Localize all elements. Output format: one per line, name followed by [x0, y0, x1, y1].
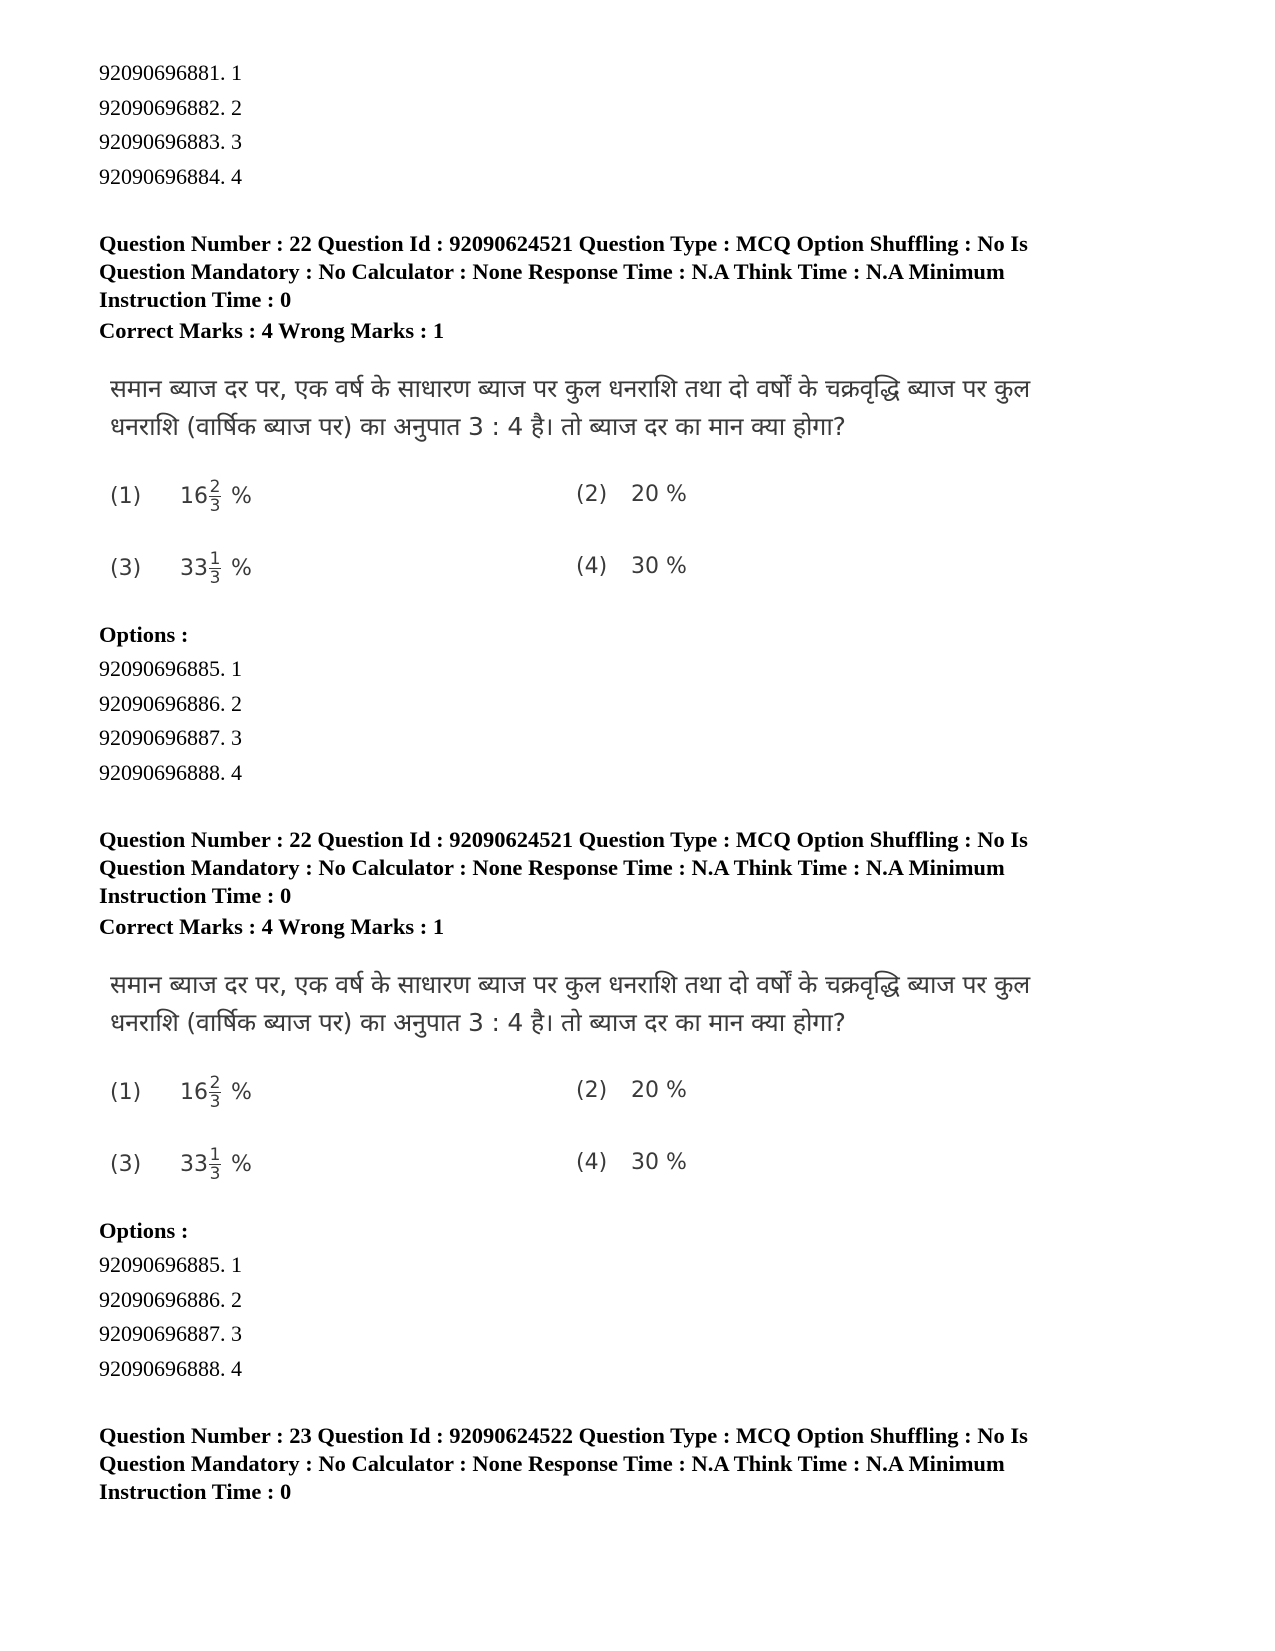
choice-1	[110, 1074, 252, 1111]
mixed-fraction	[180, 550, 252, 587]
choice-number: (1)	[110, 1080, 142, 1105]
question-text	[110, 966, 1130, 1042]
question-header-line: Question Mandatory : No Calculator : None Response Time : N.A Think Time : N.A Minimum	[99, 1451, 1005, 1476]
question-header-line: Instruction Time : 0	[99, 1479, 292, 1504]
options-list	[99, 652, 242, 790]
fraction-stack	[209, 1074, 221, 1111]
question-header-line: Instruction Time : 0	[99, 883, 292, 908]
option-item: 92090696882. 2	[99, 94, 242, 120]
choice-number: (2)	[576, 482, 608, 507]
option-item: 92090696886. 2	[99, 1286, 242, 1312]
mixed-fraction	[180, 1146, 252, 1183]
fraction-numerator: 2	[209, 1073, 221, 1093]
choice-2	[576, 482, 687, 507]
mixed-fraction	[180, 478, 252, 515]
percent-sign: %	[231, 556, 252, 581]
option-item: 92090696887. 3	[99, 1321, 242, 1346]
fraction-numerator: 1	[209, 549, 221, 569]
percent-sign: %	[231, 1152, 252, 1177]
choice-3	[110, 1146, 252, 1183]
question-image	[110, 370, 1130, 620]
fraction-stack	[209, 1146, 221, 1183]
question-text-line: धनराशि (वार्षिक ब्याज पर) का अनुपात 3 : 4 है। तो ब्याज दर का मान क्या होगा?	[110, 1008, 846, 1037]
option-item: 92090696885. 1	[99, 656, 242, 681]
choice-number: (4)	[576, 554, 608, 579]
choice-4	[576, 554, 687, 579]
option-item: 92090696888. 4	[99, 1355, 242, 1381]
options-list	[99, 1248, 242, 1386]
question-header-line: Question Number : 22 Question Id : 92090624521 Question Type : MCQ Option Shuffling : No Is	[99, 827, 1028, 852]
question-header-line: Question Mandatory : No Calculator : None Response Time : N.A Think Time : N.A Minimum	[99, 855, 1005, 880]
fraction-whole: 33	[180, 1152, 208, 1177]
percent-sign: %	[231, 484, 252, 509]
choice-4	[576, 1150, 687, 1175]
question-header	[99, 1422, 1169, 1506]
choice-value: 30 %	[631, 1150, 687, 1175]
fraction-numerator: 1	[209, 1145, 221, 1165]
option-item: 92090696883. 3	[99, 129, 242, 154]
fraction-stack	[209, 550, 221, 587]
fraction-denominator: 3	[209, 568, 221, 588]
choice-value: 30 %	[631, 554, 687, 579]
option-item: 92090696886. 2	[99, 690, 242, 716]
question-text	[110, 370, 1130, 446]
choice-2	[576, 1078, 687, 1103]
fraction-denominator: 3	[209, 1092, 221, 1112]
choice-1	[110, 478, 252, 515]
question-header-line: Question Number : 22 Question Id : 92090624521 Question Type : MCQ Option Shuffling : No Is	[99, 231, 1028, 256]
marks-info: Correct Marks : 4 Wrong Marks : 1	[99, 318, 445, 343]
fraction-stack	[209, 478, 221, 515]
choice-number: (3)	[110, 1152, 142, 1177]
marks-info: Correct Marks : 4 Wrong Marks : 1	[99, 914, 445, 939]
choice-number: (2)	[576, 1078, 608, 1103]
choice-3	[110, 550, 252, 587]
choice-number: (3)	[110, 556, 142, 581]
choice-number: (4)	[576, 1150, 608, 1175]
options-label: Options :	[99, 1218, 189, 1243]
question-header-line: Question Mandatory : No Calculator : None Response Time : N.A Think Time : N.A Minimum	[99, 259, 1005, 284]
percent-sign: %	[231, 1080, 252, 1105]
option-item: 92090696885. 1	[99, 1252, 242, 1277]
options-label: Options :	[99, 622, 189, 647]
fraction-whole: 16	[180, 484, 208, 509]
question-header-line: Question Number : 23 Question Id : 92090624522 Question Type : MCQ Option Shuffling : No Is	[99, 1423, 1028, 1448]
previous-options-list	[99, 56, 242, 194]
fraction-whole: 16	[180, 1080, 208, 1105]
mixed-fraction	[180, 1074, 252, 1111]
choice-value: 20 %	[631, 1078, 687, 1103]
question-header-line: Instruction Time : 0	[99, 287, 292, 312]
option-item: 92090696884. 4	[99, 163, 242, 189]
option-item: 92090696881. 1	[99, 60, 242, 85]
choice-number: (1)	[110, 484, 142, 509]
question-text-line: समान ब्याज दर पर, एक वर्ष के साधारण ब्याज पर कुल धनराशि तथा दो वर्षों के चक्रवृद्धि ब्याज पर कुल	[110, 374, 1030, 403]
question-image	[110, 966, 1130, 1216]
option-item: 92090696888. 4	[99, 759, 242, 785]
question-header	[99, 826, 1169, 910]
fraction-denominator: 3	[209, 1164, 221, 1184]
question-text-line: धनराशि (वार्षिक ब्याज पर) का अनुपात 3 : 4 है। तो ब्याज दर का मान क्या होगा?	[110, 412, 846, 441]
question-text-line: समान ब्याज दर पर, एक वर्ष के साधारण ब्याज पर कुल धनराशि तथा दो वर्षों के चक्रवृद्धि ब्याज पर कुल	[110, 970, 1030, 999]
choice-value: 20 %	[631, 482, 687, 507]
question-header	[99, 230, 1169, 314]
fraction-denominator: 3	[209, 496, 221, 516]
option-item: 92090696887. 3	[99, 725, 242, 750]
fraction-numerator: 2	[209, 477, 221, 497]
fraction-whole: 33	[180, 556, 208, 581]
